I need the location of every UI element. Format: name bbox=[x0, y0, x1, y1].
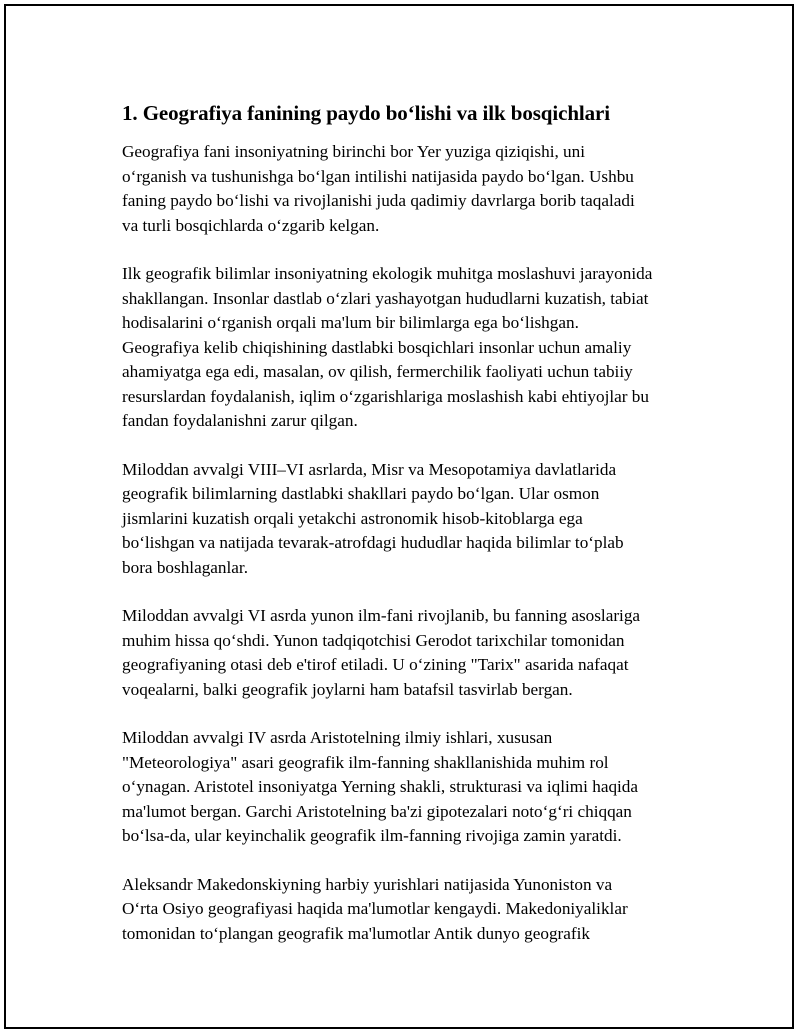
paragraph-line: Ilk geografik bilimlar insoniyatning ekologik muhitga moslashuvi jarayonida bbox=[122, 264, 653, 283]
paragraph-line: Geografiya kelib chiqishining dastlabki bosqichlari insonlar uchun amaliy bbox=[122, 337, 632, 357]
paragraph-line: va turli bosqichlarda oʻzgarib kelgan. bbox=[122, 215, 380, 235]
paragraph-line: geografiyaning otasi deb e'tirof etiladi. U oʻzining "Tarix" asarida nafaqat bbox=[122, 655, 629, 674]
paragraph-line: oʻrganish va tushunishga boʻlgan intilishi natijasida paydo boʻlgan. Ushbu bbox=[122, 166, 634, 186]
paragraph bbox=[122, 726, 702, 849]
paragraph-line: hodisalarini oʻrganish orqali ma'lum bir bilimlarga ega boʻlishgan. bbox=[122, 313, 579, 332]
paragraph-list bbox=[122, 140, 702, 946]
paragraph-line: shakllangan. Insonlar dastlab oʻzlari yashayotgan hududlarni kuzatish, tabiat bbox=[122, 288, 649, 308]
paragraph bbox=[122, 873, 702, 947]
paragraph-line: jismlarini kuzatish orqali yetakchi astronomik hisob-kitoblarga ega bbox=[122, 508, 583, 528]
paragraph-line: Aleksandr Makedonskiyning harbiy yurishlari natijasida Yunoniston va bbox=[122, 874, 613, 894]
paragraph bbox=[122, 604, 702, 702]
section-heading: 1. Geografiya fanining paydo boʻlishi va ilk bosqichlari bbox=[122, 101, 610, 125]
paragraph-line: fandan foydalanishni zarur qilgan. bbox=[122, 411, 358, 430]
paragraph-line: geografik bilimlarning dastlabki shakllari paydo boʻlgan. Ular osmon bbox=[122, 484, 600, 503]
paragraph-line: tomonidan toʻplangan geografik ma'lumotlar Antik dunyo geografik bbox=[122, 923, 591, 943]
paragraph-line: "Meteorologiya" asari geografik ilm-fanning shakllanishida muhim rol bbox=[122, 752, 609, 772]
page-frame bbox=[4, 4, 794, 1029]
paragraph-line: ma'lumot bergan. Garchi Aristotelning ba'zi gipotezalari notoʻgʻri chiqqan bbox=[122, 801, 632, 821]
paragraph-line: muhim hissa qoʻshdi. Yunon tadqiqotchisi Gerodot tarixchilar tomonidan bbox=[122, 630, 625, 650]
paragraph-line: faning paydo boʻlishi va rivojlanishi juda qadimiy davrlarga borib taqaladi bbox=[122, 191, 635, 210]
paragraph-line: oʻynagan. Aristotel insoniyatga Yerning shakli, strukturasi va iqlimi haqida bbox=[122, 777, 639, 796]
paragraph-line: Geografiya fani insoniyatning birinchi bor Yer yuziga qiziqishi, uni bbox=[122, 142, 586, 161]
paragraph-line: bora boshlaganlar. bbox=[122, 557, 249, 577]
paragraph bbox=[122, 140, 702, 238]
paragraph-line: boʻlishgan va natijada tevarak-atrofdagi hududlar haqida bilimlar toʻplab bbox=[122, 533, 624, 552]
paragraph-line: Miloddan avvalgi VIII–VI asrlarda, Misr va Mesopotamiya davlatlarida bbox=[122, 459, 617, 479]
paragraph-line: Oʻrta Osiyo geografiyasi haqida ma'lumotlar kengaydi. Makedoniyaliklar bbox=[122, 899, 628, 918]
paragraph-line: ahamiyatga ega edi, masalan, ov qilish, fermerchilik faoliyati uchun tabiiy bbox=[122, 362, 633, 381]
paragraph-line: resurslardan foydalanish, iqlim oʻzgarishlariga moslashish kabi ehtiyojlar bu bbox=[122, 386, 649, 406]
paragraph-line: Miloddan avvalgi IV asrda Aristotelning ilmiy ishlari, xususan bbox=[122, 728, 553, 747]
paragraph-line: voqealarni, balki geografik joylarni ham batafsil tasvirlab bergan. bbox=[122, 679, 573, 699]
paragraph bbox=[122, 262, 702, 434]
paragraph-line: Miloddan avvalgi VI asrda yunon ilm-fani rivojlanib, bu fanning asoslariga bbox=[122, 606, 641, 625]
document-body bbox=[122, 99, 702, 970]
paragraph bbox=[122, 458, 702, 581]
paragraph-line: boʻlsa-da, ular keyinchalik geografik ilm-fanning rivojiga zamin yaratdi. bbox=[122, 826, 622, 845]
